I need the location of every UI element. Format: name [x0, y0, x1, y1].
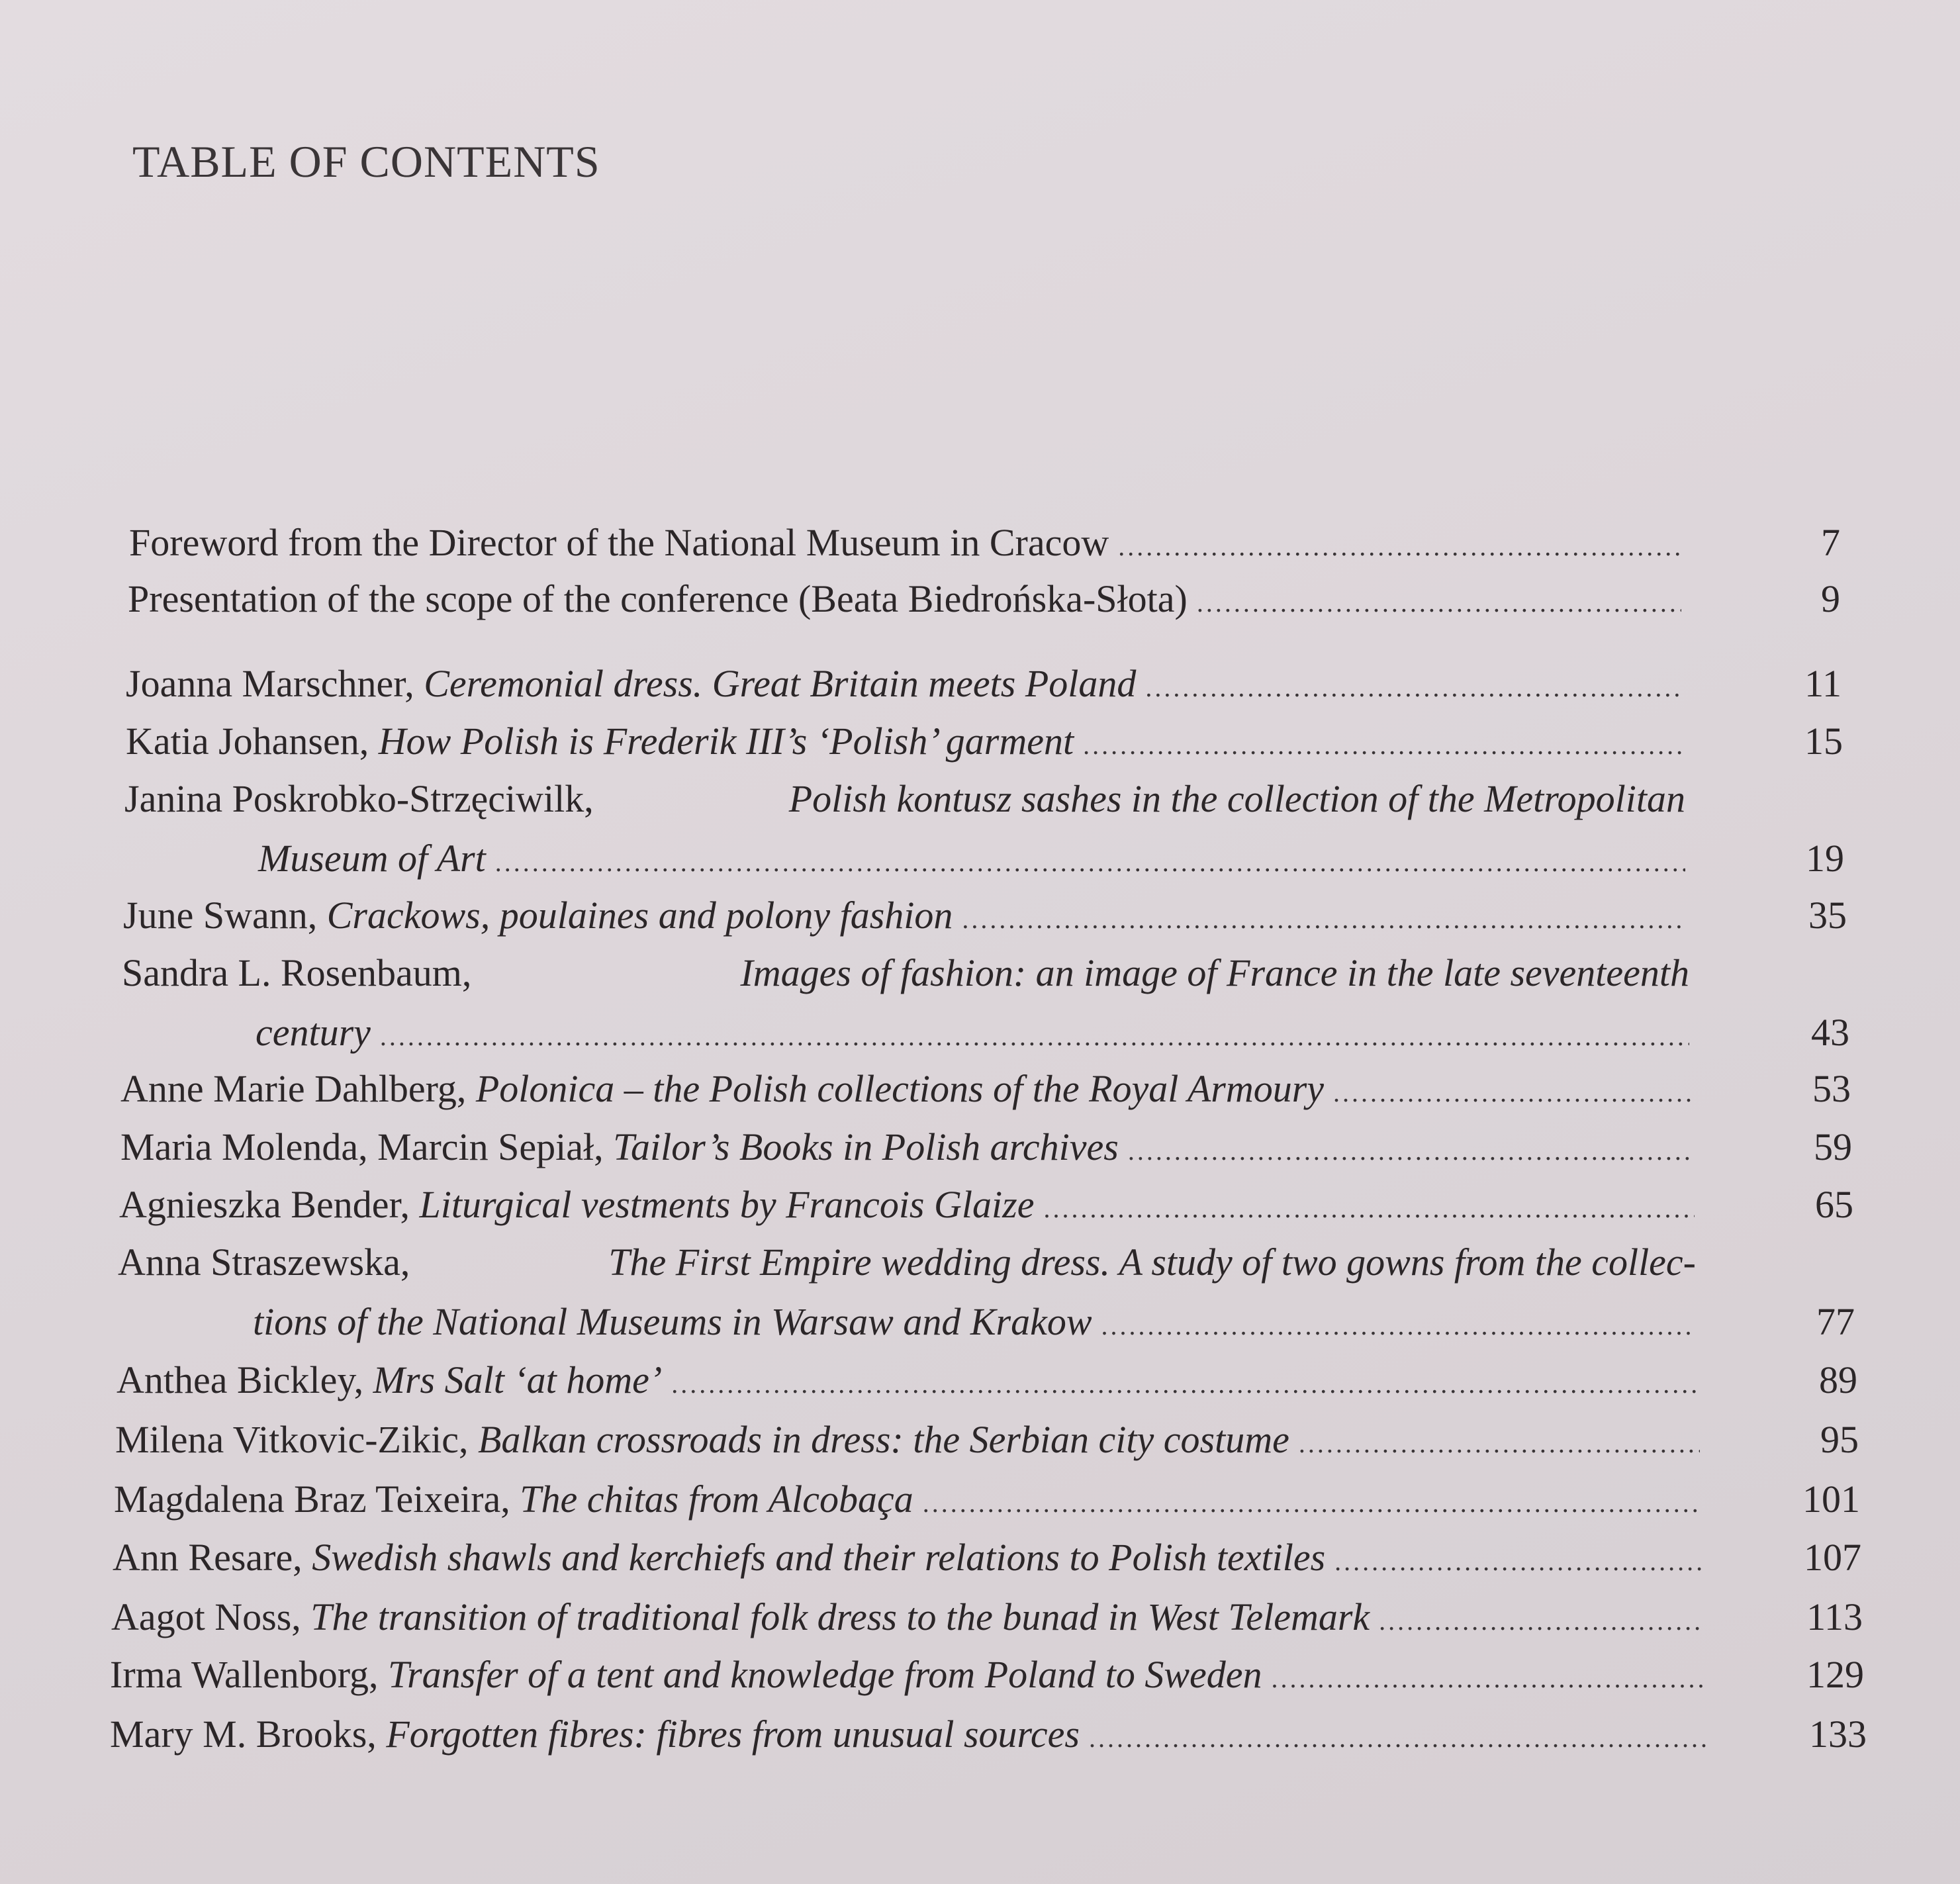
dot-leader — [1043, 1186, 1695, 1232]
dot-leader — [1272, 1656, 1705, 1702]
toc-entry-line — [126, 718, 1684, 769]
entry-title: Tailor’s Books in Polish archives — [613, 1125, 1119, 1168]
entry-title: Liturgical vestments by Francois Glaize — [419, 1183, 1035, 1226]
dot-leader — [1128, 1128, 1693, 1174]
toc-entry-line — [258, 835, 1685, 886]
toc-entry-line — [110, 1652, 1705, 1702]
dot-leader — [495, 839, 1685, 886]
dot-leader — [1379, 1598, 1704, 1644]
entry-author: Anthea Bickley, — [117, 1358, 364, 1401]
entry-page-number: 35 — [1808, 894, 1847, 937]
page-title: TABLE OF CONTENTS — [132, 136, 600, 187]
entry-title: The chitas from Alcobaça — [520, 1478, 913, 1521]
toc-entry-line — [128, 576, 1681, 626]
dot-leader — [962, 896, 1687, 943]
entry-title: How Polish is Frederik III’s ‘Polish’ garment — [378, 720, 1074, 763]
dot-leader — [1083, 722, 1684, 769]
toc-entry-line — [123, 892, 1687, 943]
entry-page-number: 133 — [1809, 1713, 1867, 1756]
dot-leader — [1333, 1070, 1692, 1116]
toc-entry-line — [124, 776, 1685, 822]
entry-title: Balkan crossroads in dress: the Serbian city costume — [477, 1418, 1289, 1461]
toc-entry-line — [110, 1711, 1706, 1762]
entry-title-continued: tions of the National Museums in Warsaw and Krakow — [253, 1300, 1092, 1343]
entry-author: Janina Poskrobko-Strzęciwilk, — [124, 777, 594, 820]
entry-title: Crackows, poulaines and polony fashion — [326, 894, 953, 937]
entry-author: June Swann, — [123, 894, 318, 937]
entry-author: Katia Johansen, — [126, 720, 369, 763]
entry-page-number: 101 — [1802, 1478, 1860, 1521]
dot-leader — [671, 1361, 1699, 1407]
toc-entry-line — [119, 1182, 1695, 1232]
entry-author: Ann Resare, — [113, 1536, 303, 1579]
entry-page-number: 129 — [1806, 1653, 1864, 1696]
entry-author: Anna Straszewska, — [118, 1241, 410, 1284]
entry-title: Polish kontusz sashes in the collection of the Metropolitan — [788, 777, 1685, 820]
entry-title: Swedish shawls and kerchiefs and their relations to Polish textiles — [312, 1536, 1326, 1579]
dot-leader — [1145, 665, 1683, 711]
entry-page-number: 15 — [1804, 720, 1843, 763]
toc-entry-line — [253, 1299, 1696, 1349]
toc-entry-line — [122, 950, 1689, 996]
entry-author: Joanna Marschner, — [126, 662, 414, 705]
entry-page-number: 59 — [1814, 1125, 1852, 1168]
toc-entry-line — [126, 661, 1683, 711]
dot-leader — [1197, 580, 1681, 626]
entry-author: Anne Marie Dahlberg, — [120, 1067, 467, 1110]
dot-leader — [1118, 524, 1681, 570]
toc-entry-line — [120, 1124, 1693, 1174]
entry-author: Mary M. Brooks, — [110, 1713, 377, 1756]
entry-author: Milena Vitkovic-Zikic, — [115, 1418, 469, 1461]
entry-title-continued: Museum of Art — [258, 837, 486, 880]
toc-entry-line — [115, 1417, 1700, 1467]
toc-entry-line — [129, 520, 1681, 570]
toc-entry-line — [117, 1357, 1699, 1407]
entry-title: Images of fashion: an image of France in the late seventeenth — [740, 951, 1689, 994]
entry-title: Polonica – the Polish collections of the Royal Armoury — [475, 1067, 1325, 1110]
entry-author: Sandra L. Rosenbaum, — [122, 951, 472, 994]
entry-page-number: 53 — [1812, 1067, 1851, 1110]
entry-page-number: 65 — [1815, 1183, 1853, 1226]
entry-page-number: 11 — [1804, 662, 1842, 705]
entry-title-continued: century — [256, 1011, 371, 1054]
entry-page-number: 95 — [1820, 1418, 1859, 1461]
entry-page-number: 7 — [1821, 521, 1840, 564]
dot-leader — [1101, 1303, 1696, 1349]
toc-entry-line — [118, 1239, 1696, 1286]
dot-leader — [380, 1013, 1689, 1060]
entry-page-number: 89 — [1819, 1358, 1857, 1401]
entry-page-number: 77 — [1816, 1300, 1855, 1343]
toc-entry-line — [111, 1594, 1704, 1644]
entry-author: Maria Molenda, Marcin Sepiał, — [120, 1125, 604, 1168]
toc-entry-line — [114, 1476, 1701, 1527]
entry-title: Transfer of a tent and knowledge from Poland to Sweden — [388, 1653, 1262, 1696]
entry-title: Forgotten fibres: fibres from unusual sources — [386, 1713, 1080, 1756]
entry-page-number: 107 — [1804, 1536, 1861, 1579]
dot-leader — [1089, 1715, 1706, 1762]
entry-author: Magdalena Braz Teixeira, — [114, 1478, 510, 1521]
entry-page-number: 19 — [1806, 837, 1844, 880]
dot-leader — [923, 1480, 1701, 1527]
entry-author: Irma Wallenborg, — [110, 1653, 379, 1696]
entry-author: Aagot Noss, — [111, 1595, 301, 1638]
entry-page-number: 43 — [1811, 1011, 1849, 1054]
entry-title: Foreword from the Director of the National Museum in Cracow — [129, 521, 1109, 564]
entry-title: Mrs Salt ‘at home’ — [373, 1358, 663, 1401]
entry-page-number: 9 — [1821, 577, 1840, 620]
toc-entry-line — [256, 1010, 1689, 1060]
entry-title: Ceremonial dress. Great Britain meets Poland — [424, 662, 1137, 705]
entry-title: Presentation of the scope of the conference (Beata Biedrońska-Słota) — [128, 577, 1188, 620]
toc-entry-line — [113, 1534, 1703, 1585]
toc-entry-line — [120, 1066, 1692, 1116]
entry-title: The transition of traditional folk dress to the bunad in West Telemark — [310, 1595, 1370, 1638]
dot-leader — [1299, 1421, 1700, 1467]
entry-title: The First Empire wedding dress. A study of two gowns from the collec- — [608, 1241, 1696, 1284]
dot-leader — [1334, 1538, 1703, 1585]
entry-author: Agnieszka Bender, — [119, 1183, 410, 1226]
entry-page-number: 113 — [1806, 1595, 1863, 1638]
